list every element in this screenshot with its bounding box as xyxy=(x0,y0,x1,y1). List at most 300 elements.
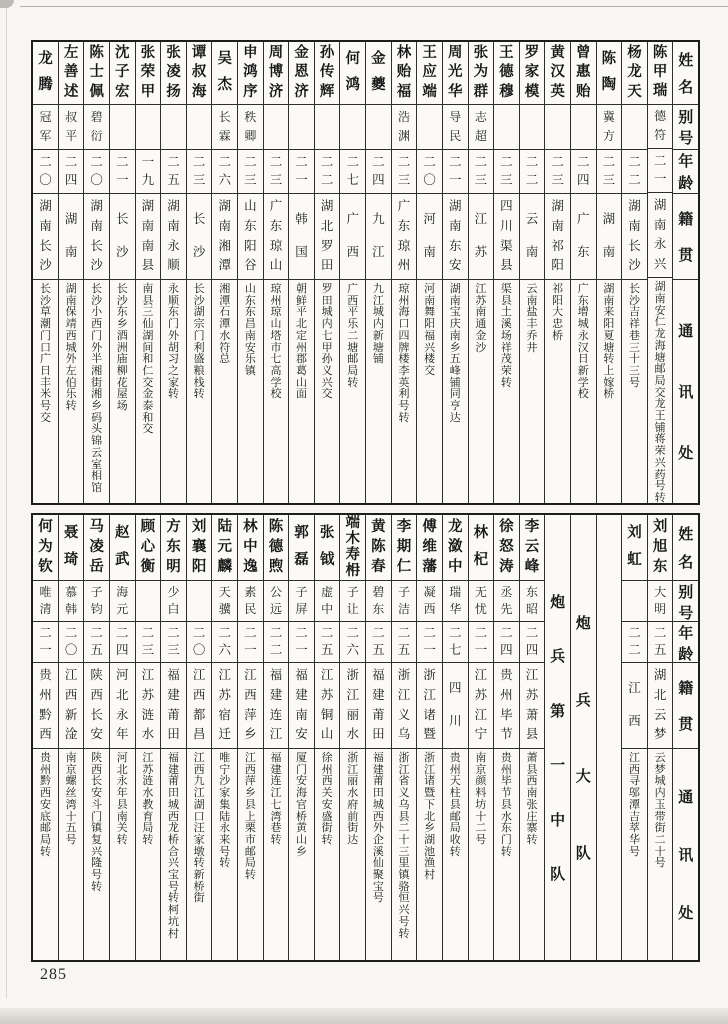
name-cell: 王 德 穆 xyxy=(494,42,519,105)
entry-column xyxy=(109,515,135,960)
page-number: 285 xyxy=(40,966,67,983)
name-cell: 曾 惠 贻 xyxy=(571,42,596,105)
blank-cell xyxy=(597,515,622,960)
native-place-cell: 湖 南 xyxy=(597,194,622,280)
native-place-cell: 湖 南 xyxy=(59,194,84,280)
address-cell: 南 县 三 仙 湖 间 和 仁 交 金 泰 和 交 xyxy=(142,283,154,436)
name-cell: 周 光 华 xyxy=(443,42,468,105)
name-cell: 周 博 济 xyxy=(264,42,289,105)
address-cell: 福 建 莆 田 城 西 龙 桥 合 兴 宝 号 转 柯 坑 村 xyxy=(168,752,179,940)
alias-cell xyxy=(315,105,340,150)
native-place-cell: 湖 南 长 沙 xyxy=(33,194,58,280)
alias-cell xyxy=(187,581,212,622)
age-cell: 二 一 xyxy=(648,149,673,193)
native-place-cell: 湖 北 罗 田 xyxy=(315,194,340,280)
address-cell: 河 南 舞 阳 福 兴 楼 交 xyxy=(424,283,436,377)
alias-cell: 浩 渊 xyxy=(392,105,417,150)
name-cell: 刘 虹 xyxy=(622,515,647,581)
native-place-cell: 湖 南 永 兴 xyxy=(648,193,673,278)
name-cell: 李 云 峰 xyxy=(520,515,545,581)
alias-cell: 海 元 xyxy=(110,581,135,622)
address-cell: 江 西 萍 乡 县 上 栗 市 邮 局 转 xyxy=(244,752,256,882)
native-place-cell: 四 川 渠 县 xyxy=(494,194,519,280)
native-place-cell: 广 东 琼 州 xyxy=(392,194,417,280)
header-native-place: 籍 贯 xyxy=(673,663,698,749)
address-cell: 云 梦 城 内 玉 带 街 二 十 号 xyxy=(654,752,666,870)
native-place-cell: 江 西 xyxy=(622,663,647,749)
name-cell: 张 为 群 xyxy=(469,42,494,105)
entry-column xyxy=(211,515,237,960)
age-cell: 二 五 xyxy=(84,622,109,663)
name-cell: 陈 陶 xyxy=(597,42,622,105)
header-address: 通 讯 处 xyxy=(678,324,694,462)
age-cell: 二 二 xyxy=(315,150,340,194)
native-place-cell: 广 东 xyxy=(571,194,596,280)
address-cell: 江 苏 南 通 金 沙 xyxy=(475,283,487,354)
alias-cell: 冀 方 xyxy=(597,105,622,150)
native-place-cell: 江 西 新 淦 xyxy=(59,663,84,749)
native-place-cell: 湖 南 永 顺 xyxy=(161,194,186,280)
alias-cell: 子 让 xyxy=(340,581,365,622)
address-cell: 南 京 螺 丝 湾 十 五 号 xyxy=(65,752,77,846)
age-cell: 二 二 xyxy=(264,622,289,663)
age-cell: 二 三 xyxy=(136,622,161,663)
address-cell: 云 南 盐 丰 乔 井 xyxy=(526,283,538,354)
native-place-cell: 江 苏 萧 县 xyxy=(520,663,545,749)
name-cell: 聂 琦 xyxy=(59,515,84,581)
age-cell: 二 三 xyxy=(494,150,519,194)
native-place-cell: 贵 州 黔 西 xyxy=(33,663,58,749)
name-cell: 何 为 钦 xyxy=(33,515,58,581)
name-cell: 刘 旭 东 xyxy=(648,515,673,581)
entry-column xyxy=(58,515,84,960)
age-cell: 二 一 xyxy=(443,150,468,194)
address-cell: 湖 南 保 靖 西 城 外 左 伯 乐 转 xyxy=(65,283,77,413)
native-place-cell: 江 苏 江 宁 xyxy=(469,663,494,749)
address-cell: 福 建 连 江 七 湾 巷 转 xyxy=(270,752,282,846)
entry-column xyxy=(570,42,596,503)
native-place-cell: 浙 江 义 乌 xyxy=(392,663,417,749)
native-place-cell: 江 西 都 昌 xyxy=(187,663,212,749)
alias-cell: 子 屏 xyxy=(289,581,314,622)
address-cell: 浙 江 丽 水 府 前 街 达 xyxy=(347,752,359,846)
native-place-cell: 江 苏 宿 迁 xyxy=(212,663,237,749)
address-cell: 湖 南 宝 庆 南 乡 五 峰 铺 同 亨 达 xyxy=(449,283,461,424)
age-cell: 二 一 xyxy=(469,622,494,663)
native-place-cell: 福 建 连 江 xyxy=(264,663,289,749)
address-cell: 琼 州 琼 山 塔 市 七 高 学 校 xyxy=(270,283,282,401)
age-cell: 二 〇 xyxy=(33,150,58,194)
entry-column xyxy=(314,42,340,503)
native-place-cell: 陕 西 长 安 xyxy=(84,663,109,749)
header-native-place: 籍 贯 xyxy=(673,194,698,280)
alias-cell: 公 远 xyxy=(264,581,289,622)
age-cell: 二 一 xyxy=(289,622,314,663)
age-cell: 二 六 xyxy=(212,622,237,663)
age-cell: 二 〇 xyxy=(84,150,109,194)
alias-cell: 碧 衍 xyxy=(84,105,109,150)
name-cell: 陈 士 佩 xyxy=(84,42,109,105)
entry-column xyxy=(647,42,673,503)
entry-column xyxy=(365,515,391,960)
entry-column xyxy=(135,515,161,960)
age-cell: 二 六 xyxy=(340,622,365,663)
entry-column xyxy=(211,42,237,503)
name-cell: 黄 汉 英 xyxy=(545,42,570,105)
address-cell: 长 沙 草 潮 门 口 广 日 丰 米 号 交 xyxy=(39,283,51,424)
entry-column xyxy=(442,42,468,503)
alias-cell xyxy=(571,105,596,150)
native-place-cell: 福 建 莆 田 xyxy=(161,663,186,749)
name-cell: 陈 德 煦 xyxy=(264,515,289,581)
alias-cell: 丞 先 xyxy=(494,581,519,622)
entry-column xyxy=(647,515,673,960)
address-cell: 江 苏 涟 水 教 育 局 转 xyxy=(142,752,154,846)
header-alias: 别 号 xyxy=(673,105,698,150)
header-age: 年 龄 xyxy=(673,150,698,194)
entry-column xyxy=(391,42,417,503)
entry-column xyxy=(83,515,109,960)
unit-label-column xyxy=(570,515,596,960)
header-alias: 别 号 xyxy=(673,581,698,622)
alias-cell: 凝 西 xyxy=(417,581,442,622)
entry-column xyxy=(596,42,622,503)
native-place-cell: 福 建 南 安 xyxy=(289,663,314,749)
entry-column xyxy=(519,42,545,503)
address-cell: 徐 州 西 关 安 盛 街 转 xyxy=(321,752,333,846)
address-cell: 萧 县 西 南 张 庄 寨 转 xyxy=(526,752,538,846)
address-cell: 南 京 颜 料 坊 十 二 号 xyxy=(475,752,487,846)
entry-column xyxy=(288,515,314,960)
native-place-cell: 长 沙 xyxy=(187,194,212,280)
native-place-cell: 广 东 琼 山 xyxy=(264,194,289,280)
name-cell: 林 贻 福 xyxy=(392,42,417,105)
header-age: 年 龄 xyxy=(673,622,698,663)
name-cell: 张 凌 扬 xyxy=(161,42,186,105)
entry-column xyxy=(263,515,289,960)
address-cell: 贵 州 天 柱 县 邮 局 收 转 xyxy=(449,752,461,858)
native-place-cell: 贵 州 毕 节 xyxy=(494,663,519,749)
age-cell: 二 二 xyxy=(520,150,545,194)
alias-cell: 天 骥 xyxy=(212,581,237,622)
name-cell: 端 木 寿 枏 xyxy=(340,515,365,581)
name-cell: 李 期 仁 xyxy=(392,515,417,581)
age-cell: 二 五 xyxy=(366,622,391,663)
name-cell: 罗 家 模 xyxy=(520,42,545,105)
entry-column xyxy=(468,42,494,503)
age-cell: 二 五 xyxy=(315,622,340,663)
entry-column xyxy=(544,42,570,503)
entry-column xyxy=(237,515,263,960)
name-cell: 林 杞 xyxy=(469,515,494,581)
alias-cell xyxy=(494,105,519,150)
age-cell: 二 七 xyxy=(340,150,365,194)
name-cell: 何 鸿 xyxy=(340,42,365,105)
name-cell: 王 应 端 xyxy=(417,42,442,105)
native-place-cell: 广 西 xyxy=(340,194,365,280)
entry-column xyxy=(33,515,58,960)
address-cell: 湖 南 安 仁 龙 海 塘 邮 局 交 龙 王 铺 蒋 荣 兴 药 号 转 xyxy=(654,281,666,503)
age-cell: 二 一 xyxy=(33,622,58,663)
alias-cell: 叔 平 xyxy=(59,105,84,150)
native-place-cell: 湖 南 南 县 xyxy=(136,194,161,280)
name-cell: 孙 传 辉 xyxy=(315,42,340,105)
alias-cell: 虚 中 xyxy=(315,581,340,622)
name-cell: 张 荣 甲 xyxy=(136,42,161,105)
name-cell: 傅 维 藩 xyxy=(417,515,442,581)
address-cell: 琼 州 海 口 四 牌 楼 李 英 利 号 转 xyxy=(398,283,410,424)
alias-cell xyxy=(289,105,314,150)
address-cell: 广 西 平 乐 二 塘 邮 局 转 xyxy=(347,283,359,389)
age-cell: 二 三 xyxy=(187,150,212,194)
native-place-cell: 河 南 xyxy=(417,194,442,280)
native-place-cell: 江 西 萍 乡 xyxy=(238,663,263,749)
alias-cell xyxy=(366,105,391,150)
age-cell: 二 一 xyxy=(417,622,442,663)
header-address: 通 讯 处 xyxy=(678,790,694,922)
entry-column xyxy=(33,42,58,503)
address-cell: 九 江 城 内 新 塘 铺 xyxy=(372,283,384,366)
age-cell: 二 四 xyxy=(366,150,391,194)
address-cell: 湖 南 来 阳 夏 塘 转 上 嫁 桥 xyxy=(603,283,615,401)
entry-column xyxy=(493,42,519,503)
alias-cell: 慕 韩 xyxy=(59,581,84,622)
scan-corner-smudge xyxy=(0,0,14,8)
name-cell: 徐 怒 涛 xyxy=(494,515,519,581)
entry-column xyxy=(160,515,186,960)
entry-column xyxy=(416,515,442,960)
entry-column xyxy=(442,515,468,960)
alias-cell: 冠 军 xyxy=(33,105,58,150)
address-cell: 河 北 永 年 县 南 关 转 xyxy=(116,752,128,846)
alias-cell: 大 明 xyxy=(648,581,673,622)
name-cell: 沈 子 宏 xyxy=(110,42,135,105)
entry-column xyxy=(186,515,212,960)
entry-column xyxy=(288,42,314,503)
name-cell: 申 鸿 序 xyxy=(238,42,263,105)
address-cell: 江 西 九 江 湖 口 汪 家 墩 转 新 桥 街 xyxy=(193,752,205,905)
name-cell: 陆 元 麟 xyxy=(212,515,237,581)
native-place-cell: 浙 江 丽 水 xyxy=(340,663,365,749)
address-cell: 永 顺 东 门 外 胡 习 之 家 转 xyxy=(168,283,179,401)
age-cell: 二 四 xyxy=(59,150,84,194)
alias-cell xyxy=(136,581,161,622)
address-cell: 厦 门 安 海 官 桥 黄 山 乡 xyxy=(296,752,308,858)
alias-cell: 东 昭 xyxy=(520,581,545,622)
entry-column xyxy=(621,42,647,503)
entry-column xyxy=(519,515,545,960)
name-cell: 马 凌 岳 xyxy=(84,515,109,581)
address-cell: 唯 宁 沙 家 集 陆 永 来 号 转 xyxy=(219,752,231,870)
native-place-cell: 湖 南 祁 阳 xyxy=(545,194,570,280)
entry-column xyxy=(160,42,186,503)
age-cell: 二 四 xyxy=(494,622,519,663)
entry-column xyxy=(186,42,212,503)
alias-cell xyxy=(110,105,135,150)
name-cell: 金 夔 xyxy=(366,42,391,105)
alias-cell xyxy=(264,105,289,150)
age-cell: 二 〇 xyxy=(417,150,442,194)
address-cell: 长 沙 湖 宗 门 利 盛 粮 栈 转 xyxy=(193,283,205,401)
age-cell: 二 〇 xyxy=(59,622,84,663)
native-place-cell: 河 北 永 年 xyxy=(110,663,135,749)
native-place-cell: 湖 南 长 沙 xyxy=(84,194,109,280)
entry-column xyxy=(493,515,519,960)
entry-column xyxy=(339,515,365,960)
address-cell: 祁 阳 大 忠 桥 xyxy=(552,283,564,342)
name-cell: 顾 心 衡 xyxy=(136,515,161,581)
alias-cell: 瑞 华 xyxy=(443,581,468,622)
scan-top-edge-line xyxy=(20,6,728,7)
age-cell: 二 一 xyxy=(110,150,135,194)
native-place-cell: 湖 南 湘 潭 xyxy=(212,194,237,280)
age-cell: 二 四 xyxy=(571,150,596,194)
address-cell: 湘 潭 石 潭 水 符 总 xyxy=(219,283,231,366)
name-cell: 刘 襄 阳 xyxy=(187,515,212,581)
native-place-cell: 湖 南 东 安 xyxy=(443,194,468,280)
alias-cell: 长 霖 xyxy=(212,105,237,150)
address-cell: 广 东 增 城 永 汉 日 新 学 校 xyxy=(577,283,589,401)
native-place-cell: 山 东 阳 谷 xyxy=(238,194,263,280)
header-name: 姓 名 xyxy=(673,515,698,581)
native-place-cell: 长 沙 xyxy=(110,194,135,280)
entry-column xyxy=(109,42,135,503)
native-place-cell: 湖 北 云 梦 xyxy=(648,663,673,749)
address-cell: 陕 西 长 安 斗 门 镇 复 兴 隆 号 转 xyxy=(91,752,103,893)
header-name: 姓 名 xyxy=(673,42,698,105)
address-cell: 江 西 寻 邬 潭 吉 萃 华 号 xyxy=(628,752,640,858)
alias-cell xyxy=(545,105,570,150)
alias-cell: 碧 东 xyxy=(366,581,391,622)
age-cell: 二 一 xyxy=(289,150,314,194)
age-cell: 二 二 xyxy=(622,622,647,663)
alias-cell xyxy=(622,581,647,622)
age-cell: 二 〇 xyxy=(187,622,212,663)
alias-cell: 无 忧 xyxy=(469,581,494,622)
native-place-cell: 江 苏 xyxy=(469,194,494,280)
address-cell: 长 沙 东 乡 酒 洲 庙 柳 花 屋 场 xyxy=(116,283,128,413)
age-cell: 二 三 xyxy=(264,150,289,194)
alias-cell xyxy=(622,105,647,150)
age-cell: 二 二 xyxy=(622,150,647,194)
address-cell: 浙 江 省 义 乌 县 二 十 三 里 镇 骆 恒 兴 号 转 xyxy=(398,752,410,940)
name-cell: 龙 潋 中 xyxy=(443,515,468,581)
alias-cell: 子 钧 xyxy=(84,581,109,622)
name-cell: 杨 龙 天 xyxy=(622,42,647,105)
name-cell: 张 钺 xyxy=(315,515,340,581)
address-cell: 浙 江 诸 暨 下 北 乡 湖 池 渔 村 xyxy=(424,752,436,882)
alias-cell: 唯 清 xyxy=(33,581,58,622)
age-cell: 二 四 xyxy=(520,622,545,663)
blank-column xyxy=(596,515,622,960)
address-cell: 山 东 东 昌 南 安 乐 镇 xyxy=(244,283,256,377)
native-place-cell: 湖 南 长 沙 xyxy=(622,194,647,280)
age-cell: 二 一 xyxy=(238,622,263,663)
name-cell: 龙 腾 xyxy=(33,42,58,105)
age-cell: 二 五 xyxy=(392,622,417,663)
top-roster-table xyxy=(31,40,700,505)
entry-column xyxy=(339,42,365,503)
scan-left-edge-line xyxy=(6,8,7,998)
age-cell: 二 四 xyxy=(110,622,135,663)
age-cell: 二 五 xyxy=(648,622,673,663)
native-place-cell: 福 建 莆 田 xyxy=(366,663,391,749)
age-cell: 二 三 xyxy=(545,150,570,194)
native-place-cell: 四 川 xyxy=(443,663,468,749)
address-cell: 渠 县 土 溪 场 祥 茂 荣 转 xyxy=(500,283,512,389)
alias-cell xyxy=(340,105,365,150)
name-cell: 金 恩 济 xyxy=(289,42,314,105)
name-cell: 陈 甲 瑞 xyxy=(648,42,673,105)
age-cell: 二 三 xyxy=(597,150,622,194)
age-cell: 二 三 xyxy=(392,150,417,194)
address-cell: 长 沙 吉 祥 巷 三 十 三 号 xyxy=(628,283,640,389)
alias-cell xyxy=(136,105,161,150)
address-cell: 贵 州 毕 节 县 水 东 门 转 xyxy=(500,752,512,858)
alias-cell: 素 民 xyxy=(238,581,263,622)
age-cell: 二 七 xyxy=(443,622,468,663)
scan-bottom-shadow xyxy=(0,1008,728,1024)
entry-column xyxy=(58,42,84,503)
native-place-cell: 云 南 xyxy=(520,194,545,280)
alias-cell xyxy=(520,105,545,150)
age-cell: 二 三 xyxy=(469,150,494,194)
entry-column xyxy=(135,42,161,503)
age-cell: 二 三 xyxy=(161,622,186,663)
name-cell: 赵 武 xyxy=(110,515,135,581)
native-place-cell: 韩 国 xyxy=(289,194,314,280)
native-place-cell: 浙 江 诸 暨 xyxy=(417,663,442,749)
header-column xyxy=(672,515,698,960)
address-cell: 罗 田 城 内 七 甲 孙 义 兴 交 xyxy=(321,283,333,401)
entry-column xyxy=(416,42,442,503)
alias-cell: 德 符 xyxy=(648,105,673,150)
address-cell: 贵 州 黔 西 安 底 邮 局 转 xyxy=(39,752,51,858)
bottom-roster-table xyxy=(31,513,700,962)
unit-label: 炮 兵 大 队 xyxy=(575,616,591,862)
alias-cell: 秩 卿 xyxy=(238,105,263,150)
name-cell: 吴 杰 xyxy=(212,42,237,105)
alias-cell xyxy=(417,105,442,150)
alias-cell xyxy=(187,105,212,150)
native-place-cell: 江 苏 铜 山 xyxy=(315,663,340,749)
native-place-cell: 江 苏 涟 水 xyxy=(136,663,161,749)
age-cell: 一 九 xyxy=(136,150,161,194)
address-cell: 长 沙 小 西 门 外 半 湘 街 湘 乡 码 头 锦 云 室 相 馆 xyxy=(91,283,103,494)
entry-column xyxy=(621,515,647,960)
address-cell: 朝 鲜 平 北 定 州 郡 葛 山 面 xyxy=(296,283,308,401)
alias-cell: 志 超 xyxy=(469,105,494,150)
name-cell: 左 善 述 xyxy=(59,42,84,105)
header-column xyxy=(672,42,698,503)
age-cell: 二 五 xyxy=(161,150,186,194)
address-cell: 福 建 莆 田 城 西 外 企 溪 仙 聚 宝 号 xyxy=(372,752,384,905)
age-cell: 二 三 xyxy=(238,150,263,194)
entry-column xyxy=(391,515,417,960)
alias-cell: 子 洁 xyxy=(392,581,417,622)
name-cell: 黄 陈 春 xyxy=(366,515,391,581)
entry-column xyxy=(314,515,340,960)
entry-column xyxy=(468,515,494,960)
name-cell: 郭 磊 xyxy=(289,515,314,581)
entry-column xyxy=(365,42,391,503)
alias-cell xyxy=(161,105,186,150)
name-cell: 谭 叔 海 xyxy=(187,42,212,105)
name-cell: 林 中 逸 xyxy=(238,515,263,581)
entry-column xyxy=(263,42,289,503)
unit-label-column xyxy=(544,515,570,960)
entry-column xyxy=(237,42,263,503)
